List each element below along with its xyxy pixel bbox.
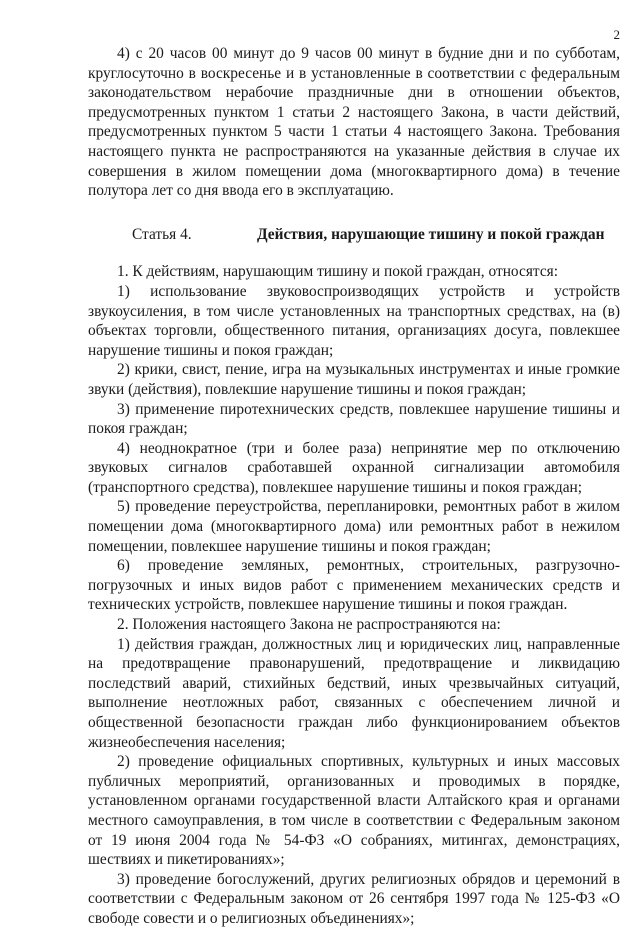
paragraph: 4) неоднократное (три и более раза) непринятие мер по отключению звуковых сигналов сработавшей охранной сигнализации автомобиля (транспортного средства), повлекшее нарушение тишины и покоя граждан; [88,439,620,496]
document-body [88,44,620,929]
paragraph: 2. Положения настоящего Закона не распространяются на: [117,616,501,634]
article-number: Статья 4. [132,225,192,243]
paragraph: 5) проведение переустройства, перепланировки, ремонтных работ в жилом помещении дома (многоквартирного дома) или ремонтных работ в нежилом помещении, повлекшее нарушение тишины и покоя граждан; [88,498,620,555]
article-title: Действия, нарушающие тишину и покой граждан [257,225,605,243]
paragraph: 3) применение пиротехнических средств, повлекшее нарушение тишины и покоя граждан; [88,400,620,438]
paragraph: 2) крики, свист, пение, игра на музыкальных инструментах и иные громкие звуки (действия), повлекшие нарушение тишины и покоя граждан; [88,361,620,398]
paragraph: 3) проведение богослужений, других религиозных обрядов и церемоний в соответствии с Федеральным законом от 26 сентября 1997 года № 125-ФЗ «О свободе совести и о религиозных объединениях»; [88,870,620,927]
paragraph: 6) проведение земляных, ремонтных, строительных, разгрузочно-погрузочных и иных видов работ с применением механических средств и технических устройств, повлекшее нарушение тишины и покоя граждан. [88,557,620,614]
article-heading [88,225,620,245]
page-number: 2 [613,27,620,42]
paragraph: 1) действия граждан, должностных лиц и юридических лиц, направленные на предотвращение правонарушений, предотвращение и ликвидацию последствий аварий, стихийных бедствий, иных чрезвычайных ситуаций, выполнение неотложных работ, связанных с обеспечением личной и общественной безопасности граждан либо функционированием объектов жизнеобеспечения населения; [88,635,620,751]
paragraph-item-4: 4) с 20 часов 00 минут до 9 часов 00 минут в будние дни и по субботам, круглосуточно в воскресенье и в установленные в соответствии с федеральным законодательством нерабочие праздничные дни в отношении объектов, предусмотренных пунктом 1 статьи 2 настоящего Закона, в части действий, предусмотренных пунктом 5 части 1 статьи 4 настоящего Закона. Требования настоящего пункта не распространяются на указанные действия в случае их совершения в жилом помещении дома (многоквартирного дома) в течение полутора лет со дня ввода его в эксплуатацию. [88,45,620,200]
paragraph: 1. К действиям, нарушающим тишину и покой граждан, относятся: [117,263,559,281]
paragraph: 2) проведение официальных спортивных, культурных и иных массовых публичных мероприятий, организованных и проводимых в порядке, установленном органами государственной власти Алтайского края и органами местного самоуправления, в том числе в соответствии с Федеральным законом от 19 июня 2004 года № 54-ФЗ «О собраниях, митингах, демонстрациях, шествиях и пикетированиях»; [88,753,620,869]
paragraph: 1) использование звуковоспроизводящих устройств и устройств звукоусиления, в том числе установленных на транспортных средствах, на (в) объектах торговли, общественного питания, организациях досуга, повлекшее нарушение тишины и покоя граждан; [88,282,620,359]
